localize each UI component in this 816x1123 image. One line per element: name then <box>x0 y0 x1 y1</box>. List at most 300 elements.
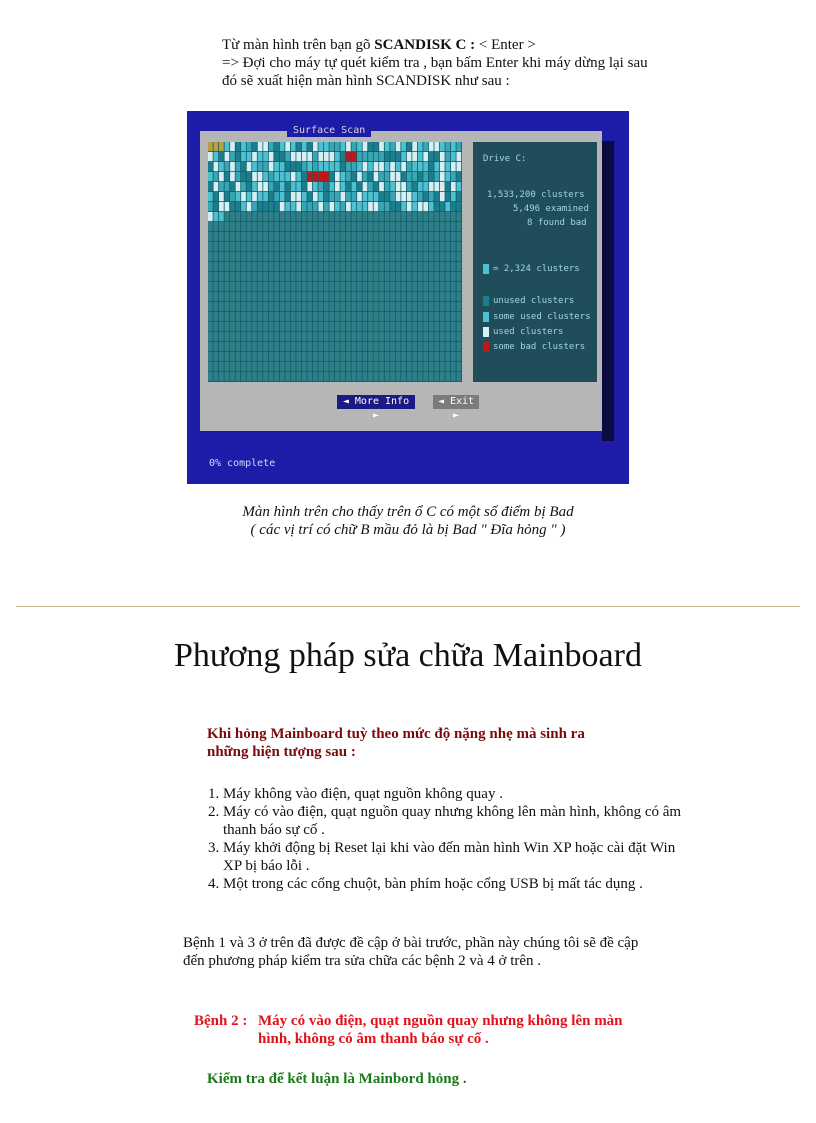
cluster-block <box>247 282 252 291</box>
cluster-block <box>396 362 401 371</box>
cluster-block <box>252 312 257 321</box>
cluster-block <box>335 182 340 191</box>
cluster-block <box>374 182 379 191</box>
cluster-block <box>252 302 257 311</box>
cluster-block <box>341 142 346 151</box>
cluster-block <box>396 322 401 331</box>
cluster-block <box>352 162 357 171</box>
cluster-block <box>225 272 230 281</box>
cluster-block <box>401 282 406 291</box>
cluster-block <box>456 272 461 281</box>
cluster-block <box>368 362 373 371</box>
cluster-block <box>390 272 395 281</box>
cluster-block <box>274 252 279 261</box>
cluster-block <box>368 292 373 301</box>
cluster-block <box>418 192 423 201</box>
cluster-block <box>329 322 334 331</box>
cluster-block <box>296 312 301 321</box>
cluster-block <box>219 272 224 281</box>
cluster-block <box>368 152 373 161</box>
cluster-block <box>390 362 395 371</box>
cluster-block <box>357 242 362 251</box>
cluster-block <box>329 142 334 151</box>
cluster-block <box>357 312 362 321</box>
cluster-block <box>363 372 368 381</box>
cluster-block <box>318 292 323 301</box>
cluster-block <box>285 262 290 271</box>
cluster-block <box>379 312 384 321</box>
cluster-block <box>423 222 428 231</box>
cluster-block <box>236 332 241 341</box>
cluster-block <box>296 172 301 181</box>
cluster-block <box>247 172 252 181</box>
cluster-block <box>274 202 279 211</box>
cluster-block <box>429 142 434 151</box>
cluster-block <box>368 262 373 271</box>
cluster-block <box>434 152 439 161</box>
cluster-block <box>318 212 323 221</box>
cluster-block <box>385 352 390 361</box>
cluster-block <box>307 332 312 341</box>
cluster-block <box>230 352 235 361</box>
cluster-block <box>291 212 296 221</box>
cluster-block <box>274 292 279 301</box>
cluster-block <box>263 142 268 151</box>
cluster-block <box>407 162 412 171</box>
cluster-block <box>407 312 412 321</box>
cluster-block <box>429 272 434 281</box>
cluster-block <box>313 232 318 241</box>
cluster-block <box>418 342 423 351</box>
cluster-block <box>269 262 274 271</box>
cluster-block <box>440 242 445 251</box>
cluster-block <box>429 282 434 291</box>
cluster-block <box>274 242 279 251</box>
cluster-block <box>324 322 329 331</box>
cluster-block <box>269 242 274 251</box>
cluster-block <box>434 182 439 191</box>
cluster-block <box>335 142 340 151</box>
cluster-block <box>230 152 235 161</box>
cluster-block <box>302 272 307 281</box>
cluster-block <box>456 202 461 211</box>
cluster-block <box>225 302 230 311</box>
cluster-block <box>363 342 368 351</box>
cluster-block <box>307 162 312 171</box>
cluster-block <box>412 172 417 181</box>
cluster-block <box>241 312 246 321</box>
cluster-block <box>258 172 263 181</box>
cluster-block <box>291 332 296 341</box>
cluster-block <box>423 282 428 291</box>
cluster-block <box>445 292 450 301</box>
cluster-block <box>423 312 428 321</box>
cluster-block <box>390 302 395 311</box>
more-info-button[interactable]: ◄ More Info ► <box>337 395 415 409</box>
cluster-block <box>456 162 461 171</box>
cluster-block <box>247 272 252 281</box>
cluster-block <box>263 222 268 231</box>
cluster-block <box>368 352 373 361</box>
cluster-block <box>412 142 417 151</box>
cluster-block <box>451 222 456 231</box>
cluster-block <box>258 372 263 381</box>
cluster-block <box>390 372 395 381</box>
cluster-block <box>401 202 406 211</box>
cluster-block <box>363 272 368 281</box>
cluster-block <box>247 312 252 321</box>
cluster-block <box>285 192 290 201</box>
page-title: Phương pháp sửa chữa Mainboard <box>174 637 642 674</box>
cluster-block <box>434 252 439 261</box>
cluster-block <box>225 152 230 161</box>
cluster-block <box>445 352 450 361</box>
cluster-block <box>307 192 312 201</box>
cluster-block <box>363 362 368 371</box>
cluster-block <box>252 332 257 341</box>
cluster-block <box>352 182 357 191</box>
cluster-block <box>396 142 401 151</box>
cluster-block <box>208 172 213 181</box>
cluster-block <box>263 332 268 341</box>
cluster-block <box>346 332 351 341</box>
cluster-block <box>296 232 301 241</box>
cluster-block <box>280 292 285 301</box>
cluster-block <box>285 212 290 221</box>
cluster-block <box>390 312 395 321</box>
cluster-block <box>313 152 318 161</box>
cluster-block <box>418 362 423 371</box>
cluster-block <box>241 152 246 161</box>
cluster-block <box>390 352 395 361</box>
cluster-block <box>368 322 373 331</box>
cluster-block <box>407 342 412 351</box>
cluster-block <box>429 342 434 351</box>
cluster-block <box>329 242 334 251</box>
cluster-block <box>396 242 401 251</box>
cluster-block <box>214 242 219 251</box>
cluster-block <box>252 362 257 371</box>
cluster-block <box>252 322 257 331</box>
cluster-block <box>208 282 213 291</box>
drive-label: Drive C: <box>483 154 527 164</box>
legend-swatch-bad <box>483 342 489 352</box>
scan-legend-panel <box>473 142 597 382</box>
intro-instruction: => Đợi cho máy tự quét kiểm tra , bạn bấm Enter khi máy dừng lại sau đó sẽ xuất hiện màn hình SCANDISK như sau : <box>222 55 648 89</box>
cluster-block <box>269 172 274 181</box>
cluster-block <box>357 302 362 311</box>
found-bad-count: 8 found bad <box>527 218 587 228</box>
cluster-block <box>335 292 340 301</box>
cluster-block <box>269 332 274 341</box>
cluster-block <box>252 252 257 261</box>
cluster-block <box>296 352 301 361</box>
cluster-block <box>318 322 323 331</box>
cluster-block <box>296 162 301 171</box>
cluster-block <box>241 172 246 181</box>
cluster-block <box>214 212 219 221</box>
cluster-block <box>274 362 279 371</box>
cluster-block <box>252 232 257 241</box>
cluster-block <box>423 212 428 221</box>
cluster-block <box>219 222 224 231</box>
cluster-block <box>341 212 346 221</box>
cluster-block <box>445 232 450 241</box>
cluster-block <box>318 242 323 251</box>
cluster-block <box>247 212 252 221</box>
cluster-block <box>401 172 406 181</box>
cluster-block <box>341 332 346 341</box>
cluster-block <box>374 252 379 261</box>
cluster-block <box>407 352 412 361</box>
cluster-block <box>396 172 401 181</box>
cluster-block <box>285 272 290 281</box>
cluster-block <box>357 142 362 151</box>
cluster-block <box>225 142 230 151</box>
cluster-block <box>445 202 450 211</box>
cluster-block <box>401 192 406 201</box>
cluster-block <box>313 252 318 261</box>
section-divider <box>16 606 800 607</box>
cluster-block <box>247 232 252 241</box>
cluster-block <box>445 182 450 191</box>
cluster-block <box>368 332 373 341</box>
cluster-block <box>318 312 323 321</box>
cluster-block <box>429 322 434 331</box>
cluster-block <box>396 222 401 231</box>
cluster-block <box>385 202 390 211</box>
cluster-block <box>412 242 417 251</box>
cluster-block <box>280 142 285 151</box>
cluster-block <box>363 202 368 211</box>
exit-button[interactable]: ◄ Exit ► <box>433 395 479 409</box>
cluster-block <box>313 322 318 331</box>
cluster-block <box>318 172 323 181</box>
cluster-block <box>318 352 323 361</box>
cluster-block <box>368 232 373 241</box>
cluster-block <box>429 172 434 181</box>
cluster-block <box>363 352 368 361</box>
cluster-block <box>385 242 390 251</box>
cluster-block <box>412 212 417 221</box>
cluster-block <box>396 182 401 191</box>
cluster-block <box>258 352 263 361</box>
cluster-block <box>241 242 246 251</box>
cluster-block <box>429 162 434 171</box>
cluster-block <box>390 182 395 191</box>
cluster-block <box>225 212 230 221</box>
cluster-block <box>236 232 241 241</box>
cluster-block <box>263 312 268 321</box>
cluster-block <box>390 172 395 181</box>
cluster-block <box>396 272 401 281</box>
cluster-block <box>208 362 213 371</box>
cluster-block <box>208 202 213 211</box>
cluster-block <box>258 162 263 171</box>
cluster-block <box>225 362 230 371</box>
cluster-block <box>352 262 357 271</box>
cluster-block <box>318 202 323 211</box>
cluster-block <box>291 242 296 251</box>
cluster-block <box>318 232 323 241</box>
cluster-block <box>208 332 213 341</box>
cluster-block <box>368 212 373 221</box>
cluster-block <box>385 372 390 381</box>
cluster-block <box>440 332 445 341</box>
cluster-block <box>341 182 346 191</box>
cluster-block <box>214 322 219 331</box>
cluster-block <box>412 152 417 161</box>
cluster-block <box>230 342 235 351</box>
cluster-block <box>407 262 412 271</box>
cluster-block <box>329 372 334 381</box>
cluster-block <box>318 192 323 201</box>
cluster-block <box>401 372 406 381</box>
cluster-block <box>302 332 307 341</box>
cluster-block <box>252 172 257 181</box>
cluster-block <box>401 362 406 371</box>
cluster-block <box>385 362 390 371</box>
cluster-block <box>252 222 257 231</box>
cluster-block <box>285 242 290 251</box>
cluster-block <box>434 332 439 341</box>
cluster-block <box>302 312 307 321</box>
cluster-block <box>368 192 373 201</box>
cluster-block <box>307 152 312 161</box>
cluster-block <box>302 372 307 381</box>
cluster-block <box>385 312 390 321</box>
cluster-block <box>451 232 456 241</box>
cluster-block <box>329 172 334 181</box>
cluster-block <box>274 282 279 291</box>
cluster-block <box>307 252 312 261</box>
cluster-block <box>291 152 296 161</box>
cluster-block <box>280 182 285 191</box>
cluster-block <box>368 312 373 321</box>
cluster-block <box>285 332 290 341</box>
cluster-block <box>440 232 445 241</box>
cluster-block <box>302 292 307 301</box>
cluster-block <box>407 242 412 251</box>
cluster-block <box>324 342 329 351</box>
cluster-block <box>363 172 368 181</box>
legend-bad: some bad clusters <box>493 342 586 352</box>
cluster-block <box>401 242 406 251</box>
cluster-block <box>302 302 307 311</box>
cluster-block <box>280 352 285 361</box>
cluster-block <box>429 372 434 381</box>
cluster-block <box>434 312 439 321</box>
cluster-block <box>285 162 290 171</box>
cluster-block <box>363 302 368 311</box>
cluster-block <box>318 222 323 231</box>
cluster-block <box>247 222 252 231</box>
cluster-block <box>230 362 235 371</box>
cluster-block <box>302 172 307 181</box>
cluster-block <box>335 372 340 381</box>
cluster-block <box>434 292 439 301</box>
cluster-block <box>296 272 301 281</box>
cluster-block <box>329 352 334 361</box>
cluster-block <box>456 332 461 341</box>
cluster-block <box>434 232 439 241</box>
cluster-block <box>346 232 351 241</box>
cluster-block <box>423 342 428 351</box>
cluster-block <box>236 282 241 291</box>
cluster-block <box>302 282 307 291</box>
cluster-block <box>346 352 351 361</box>
cluster-block <box>269 322 274 331</box>
cluster-block <box>269 292 274 301</box>
cluster-block <box>214 342 219 351</box>
cluster-block <box>241 332 246 341</box>
cluster-block <box>423 242 428 251</box>
cluster-block <box>236 222 241 231</box>
cluster-block <box>390 322 395 331</box>
cluster-block <box>269 212 274 221</box>
cluster-block <box>263 192 268 201</box>
cluster-block <box>296 152 301 161</box>
cluster-block <box>451 252 456 261</box>
cluster-block <box>214 372 219 381</box>
cluster-block <box>346 242 351 251</box>
cluster-block <box>302 252 307 261</box>
cluster-block <box>440 372 445 381</box>
cluster-block <box>247 372 252 381</box>
cluster-block <box>230 282 235 291</box>
cluster-block <box>401 152 406 161</box>
cluster-block <box>241 352 246 361</box>
cluster-block <box>258 322 263 331</box>
cluster-block <box>451 292 456 301</box>
cluster-block <box>445 372 450 381</box>
cluster-block <box>456 222 461 231</box>
cluster-block <box>318 342 323 351</box>
cluster-block <box>374 362 379 371</box>
cluster-block <box>236 212 241 221</box>
cluster-block <box>225 262 230 271</box>
cluster-block <box>363 292 368 301</box>
cluster-block <box>225 312 230 321</box>
cluster-block <box>274 272 279 281</box>
cluster-map-graphic <box>208 142 462 382</box>
cluster-block <box>379 222 384 231</box>
cluster-block <box>313 282 318 291</box>
cluster-block <box>385 342 390 351</box>
cluster-block <box>208 352 213 361</box>
cluster-block <box>214 152 219 161</box>
cluster-block <box>396 292 401 301</box>
cluster-block <box>341 302 346 311</box>
cluster-block <box>274 372 279 381</box>
cluster-block <box>225 162 230 171</box>
cluster-block <box>429 262 434 271</box>
cluster-block <box>385 322 390 331</box>
cluster-block <box>236 272 241 281</box>
cluster-block <box>385 222 390 231</box>
cluster-block <box>291 232 296 241</box>
cluster-block <box>352 242 357 251</box>
intro-suffix: < Enter > <box>478 37 536 53</box>
cluster-block <box>329 212 334 221</box>
cluster-block <box>385 142 390 151</box>
cluster-block <box>341 282 346 291</box>
cluster-block <box>247 262 252 271</box>
cluster-block <box>247 182 252 191</box>
cluster-block <box>396 262 401 271</box>
cluster-block <box>451 322 456 331</box>
cluster-block <box>451 362 456 371</box>
